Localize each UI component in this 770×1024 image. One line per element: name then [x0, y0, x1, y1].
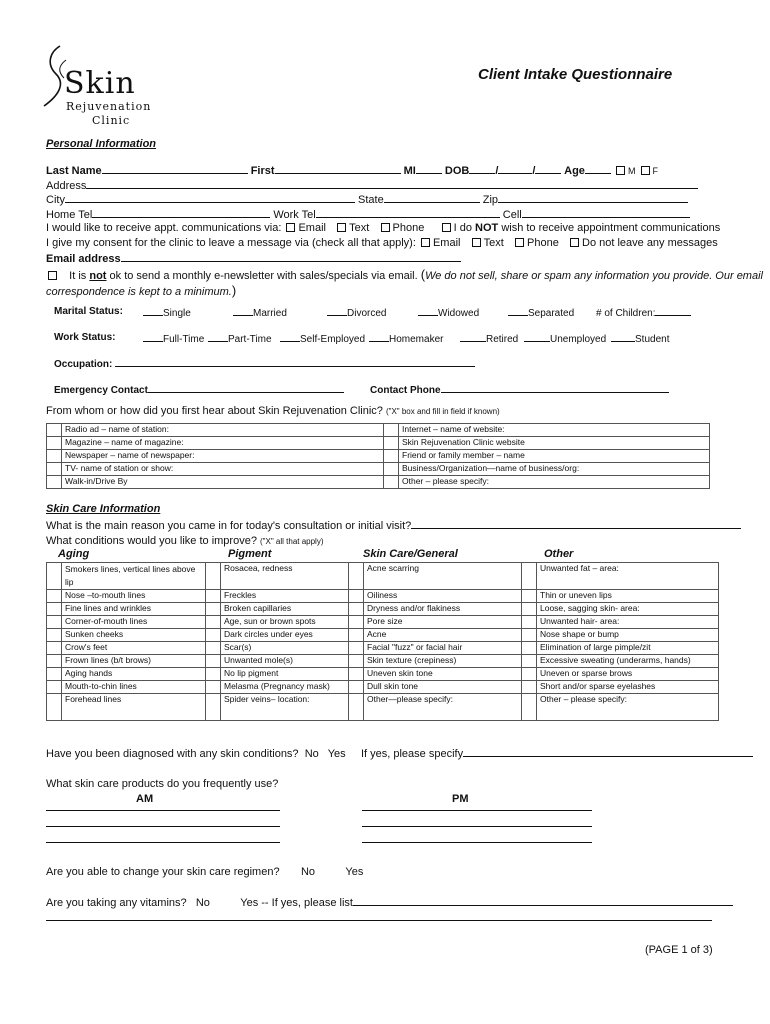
condition-other: Other – please specify:: [537, 694, 719, 721]
dob-year-field[interactable]: [535, 164, 561, 174]
vitamins-yes-label: Yes -- If yes, please list: [240, 897, 353, 909]
condition-aging: Frown lines (b/t brows): [62, 655, 206, 668]
condition-general: Dull skin tone: [364, 681, 522, 694]
city-field[interactable]: [65, 193, 355, 203]
vitamins-row: [46, 896, 733, 909]
condition-checkbox[interactable]: [47, 655, 62, 668]
dob-day-field[interactable]: [498, 164, 532, 174]
newsletter-row: [46, 267, 763, 282]
condition-other: Loose, sagging skin- area:: [537, 603, 719, 616]
address-row: [46, 179, 698, 192]
dob-label: DOB: [444, 165, 470, 177]
male-label: M: [627, 166, 636, 176]
female-checkbox[interactable]: [641, 166, 650, 175]
last-name-field[interactable]: [102, 164, 248, 174]
referral-option: Business/Organization—name of business/org:: [399, 463, 710, 476]
work-retired[interactable]: Retired: [460, 332, 518, 345]
condition-aging: Nose –to-mouth lines: [62, 590, 206, 603]
condition-general: Acne: [364, 629, 522, 642]
emergency-label: Emergency Contact: [54, 385, 148, 396]
referral-option: Friend or family member – name: [399, 450, 710, 463]
reason-row: [46, 519, 741, 532]
marital-married[interactable]: Married: [233, 306, 287, 319]
condition-aging: Aging hands: [62, 668, 206, 681]
referral-checkbox[interactable]: [384, 424, 399, 437]
condition-other: Excessive sweating (underarms, hands): [537, 655, 719, 668]
condition-pigment: No lip pigment: [221, 668, 349, 681]
emergency-field[interactable]: [148, 383, 344, 393]
condition-pigment: Rosacea, redness: [221, 563, 349, 590]
condition-checkbox[interactable]: [206, 616, 221, 629]
zip-field[interactable]: [498, 193, 688, 203]
children-field[interactable]: # of Children:: [596, 306, 691, 319]
work-tel-label: Work Tel: [273, 209, 316, 221]
condition-aging: Fine lines and wrinkles: [62, 603, 206, 616]
newsletter-paren-open: (: [420, 267, 426, 282]
condition-checkbox[interactable]: [47, 681, 62, 694]
newsletter-text-b: ok to send a monthly e-newsletter with sales/specials via email.: [109, 270, 418, 282]
condition-checkbox[interactable]: [47, 590, 62, 603]
state-field[interactable]: [384, 193, 480, 203]
address-label: Address: [46, 180, 87, 192]
heard-question: [46, 405, 500, 417]
logo-name: Skin: [64, 66, 136, 101]
newsletter-text-a: It is: [69, 270, 87, 282]
contact-phone-row: [370, 383, 669, 396]
regimen-yes[interactable]: Yes: [345, 866, 364, 878]
referral-checkbox[interactable]: [47, 424, 62, 437]
referral-option: Skin Rejuvenation Clinic website: [399, 437, 710, 450]
newsletter-paren-close: ): [231, 283, 237, 298]
emergency-row: [54, 383, 344, 396]
referral-option: TV- name of station or show:: [62, 463, 384, 476]
condition-pigment: Spider veins– location:: [221, 694, 349, 721]
work-fulltime[interactable]: Full-Time: [143, 332, 204, 345]
condition-pigment: Broken capillaries: [221, 603, 349, 616]
table-row: [47, 681, 719, 694]
condition-checkbox[interactable]: [349, 616, 364, 629]
consent-none-checkbox[interactable]: [570, 238, 579, 247]
improve-row: [46, 535, 324, 547]
condition-pigment: Dark circles under eyes: [221, 629, 349, 642]
referral-table: [46, 423, 710, 489]
pm-line-3[interactable]: [362, 842, 592, 843]
condition-pigment: Unwanted mole(s): [221, 655, 349, 668]
condition-checkbox[interactable]: [522, 629, 537, 642]
communications-row: [46, 222, 720, 234]
referral-option: Radio ad – name of station:: [62, 424, 384, 437]
referral-option: Newspaper – name of newspaper:: [62, 450, 384, 463]
condition-other: Thin or uneven lips: [537, 590, 719, 603]
male-checkbox[interactable]: [616, 166, 625, 175]
condition-checkbox[interactable]: [349, 563, 364, 590]
comm-prefix: I would like to receive appt. communications via:: [46, 222, 282, 234]
newsletter-text-c: We do not sell, share or spam any information you provide. Our email: [425, 270, 763, 282]
marital-widowed[interactable]: Widowed: [418, 306, 479, 319]
condition-other: Nose shape or bump: [537, 629, 719, 642]
col-general-header: Skin Care/General: [363, 548, 458, 560]
conditions-table: [46, 562, 719, 721]
contact-phone-label: Contact Phone: [370, 385, 441, 396]
personal-heading: Personal Information: [46, 138, 157, 150]
address-field[interactable]: [86, 179, 698, 189]
vitamins-label: Are you taking any vitamins?: [46, 897, 187, 909]
condition-aging: Mouth-to-chin lines: [62, 681, 206, 694]
condition-checkbox[interactable]: [349, 642, 364, 655]
condition-checkbox[interactable]: [47, 616, 62, 629]
condition-checkbox[interactable]: [206, 655, 221, 668]
work-unemployed[interactable]: Unemployed: [524, 332, 606, 345]
heard-label: From whom or how did you first hear about Skin Rejuvenation Clinic?: [46, 405, 383, 417]
marital-divorced[interactable]: Divorced: [327, 306, 386, 319]
table-row: [47, 424, 710, 437]
state-label: State: [358, 194, 384, 206]
condition-checkbox[interactable]: [522, 590, 537, 603]
phone-row: [46, 208, 690, 221]
work-student[interactable]: Student: [611, 332, 669, 345]
cell-label: Cell: [502, 209, 522, 221]
age-field[interactable]: [585, 164, 611, 174]
work-label: Work Status:: [54, 332, 116, 343]
condition-general: Acne scarring: [364, 563, 522, 590]
specify-field[interactable]: [463, 747, 753, 757]
newsletter-text-d: correspondence is kept to a minimum.: [46, 286, 232, 298]
condition-checkbox[interactable]: [522, 603, 537, 616]
condition-general: Facial "fuzz" or facial hair: [364, 642, 522, 655]
vitamins-field[interactable]: [353, 896, 733, 906]
condition-checkbox[interactable]: [522, 694, 537, 721]
city-row: [46, 193, 688, 206]
condition-checkbox[interactable]: [349, 603, 364, 616]
work-tel-field[interactable]: [316, 208, 500, 218]
referral-option: Other – please specify:: [399, 476, 710, 489]
condition-checkbox[interactable]: [47, 642, 62, 655]
am-line-1[interactable]: [46, 810, 280, 811]
condition-checkbox[interactable]: [206, 668, 221, 681]
email-address-label: Email address: [46, 253, 121, 265]
condition-aging: Smokers lines, vertical lines above lip: [62, 563, 206, 590]
condition-other: Unwanted fat – area:: [537, 563, 719, 590]
work-parttime[interactable]: Part-Time: [208, 332, 272, 345]
condition-checkbox[interactable]: [522, 616, 537, 629]
consent-email-checkbox[interactable]: [421, 238, 430, 247]
am-line-2[interactable]: [46, 826, 280, 827]
comm-text-label: Text: [349, 222, 370, 234]
mi-label: MI: [403, 165, 416, 177]
condition-checkbox[interactable]: [522, 681, 537, 694]
table-row: [47, 437, 710, 450]
newsletter-checkbox[interactable]: [48, 271, 57, 280]
referral-option: Magazine – name of magazine:: [62, 437, 384, 450]
condition-other: Short and/or sparse eyelashes: [537, 681, 719, 694]
condition-checkbox[interactable]: [47, 694, 62, 721]
comm-phone-label: Phone: [392, 222, 425, 234]
logo-line2: Clinic: [92, 114, 131, 127]
table-row: [47, 642, 719, 655]
condition-other: Unwanted hair- area:: [537, 616, 719, 629]
improve-note: ("X" all that apply): [260, 537, 324, 546]
condition-aging: Corner-of-mouth lines: [62, 616, 206, 629]
comm-phone-checkbox[interactable]: [381, 223, 390, 232]
referral-option: Internet – name of website:: [399, 424, 710, 437]
consent-none-label: Do not leave any messages: [582, 237, 718, 249]
diagnosed-label: Have you been diagnosed with any skin conditions?: [46, 748, 299, 760]
consent-text-checkbox[interactable]: [472, 238, 481, 247]
referral-checkbox[interactable]: [47, 450, 62, 463]
referral-option: Walk-in/Drive By: [62, 476, 384, 489]
last-name-label: Last Name: [46, 165, 102, 177]
condition-checkbox[interactable]: [206, 603, 221, 616]
condition-checkbox[interactable]: [47, 563, 62, 590]
condition-checkbox[interactable]: [522, 563, 537, 590]
condition-pigment: Age, sun or brown spots: [221, 616, 349, 629]
condition-pigment: Melasma (Pregnancy mask): [221, 681, 349, 694]
condition-aging: Sunken cheeks: [62, 629, 206, 642]
condition-checkbox[interactable]: [206, 590, 221, 603]
vitamins-line-2[interactable]: [46, 920, 712, 921]
newsletter-row-2: [46, 283, 236, 298]
not-word: NOT: [475, 222, 499, 234]
first-name-label: First: [250, 165, 275, 177]
pm-line-1[interactable]: [362, 810, 592, 811]
condition-general: Dryness and/or flakiness: [364, 603, 522, 616]
condition-pigment: Scar(s): [221, 642, 349, 655]
table-row: [47, 476, 710, 489]
table-row: [47, 603, 719, 616]
condition-checkbox[interactable]: [206, 694, 221, 721]
comm-none-checkbox[interactable]: [442, 223, 451, 232]
condition-aging: Forehead lines: [62, 694, 206, 721]
condition-general: Oiliness: [364, 590, 522, 603]
occupation-row: [54, 357, 475, 370]
email-address-field[interactable]: [121, 252, 461, 262]
name-row: Last Name First MI DOB / / Age M F: [46, 165, 659, 177]
heard-note: ("X" box and fill in field if known): [385, 407, 500, 416]
age-label: Age: [564, 165, 585, 177]
condition-checkbox[interactable]: [206, 629, 221, 642]
not-suffix: wish to receive appointment communications: [501, 222, 721, 234]
col-other-header: Other: [544, 548, 574, 560]
comm-email-checkbox[interactable]: [286, 223, 295, 232]
marital-label: Marital Status:: [54, 306, 123, 317]
condition-checkbox[interactable]: [47, 603, 62, 616]
newsletter-not: not: [89, 270, 107, 282]
pm-line-2[interactable]: [362, 826, 592, 827]
condition-other: Elimination of large pimple/zit: [537, 642, 719, 655]
condition-checkbox[interactable]: [206, 563, 221, 590]
specify-label: If yes, please specify: [360, 748, 464, 760]
consent-phone-checkbox[interactable]: [515, 238, 524, 247]
table-row: [47, 590, 719, 603]
table-row: [47, 463, 710, 476]
consent-phone-label: Phone: [527, 237, 559, 249]
condition-checkbox[interactable]: [349, 629, 364, 642]
table-row: [47, 694, 719, 721]
referral-checkbox[interactable]: [47, 476, 62, 489]
vitamins-no[interactable]: No: [195, 897, 210, 909]
condition-aging: Crow's feet: [62, 642, 206, 655]
home-tel-label: Home Tel: [46, 209, 93, 221]
condition-checkbox[interactable]: [47, 668, 62, 681]
improve-label: What conditions would you like to improve?: [46, 535, 257, 547]
dob-month-field[interactable]: [469, 164, 495, 174]
work-homemaker[interactable]: Homemaker: [369, 332, 443, 345]
not-prefix: I do: [453, 222, 472, 234]
table-row: [47, 629, 719, 642]
regimen-row: [46, 866, 363, 878]
cell-field[interactable]: [522, 208, 690, 218]
table-row: [47, 668, 719, 681]
comm-email-label: Email: [298, 222, 326, 234]
consent-label: I give my consent for the clinic to leave a message via (check all that apply):: [46, 237, 416, 249]
female-label: F: [652, 166, 659, 176]
condition-checkbox[interactable]: [349, 655, 364, 668]
occupation-field[interactable]: [115, 357, 475, 367]
condition-checkbox[interactable]: [349, 681, 364, 694]
condition-checkbox[interactable]: [349, 668, 364, 681]
contact-phone-field[interactable]: [441, 383, 669, 393]
condition-checkbox[interactable]: [522, 668, 537, 681]
city-label: City: [46, 194, 65, 206]
condition-general: Other—please specify:: [364, 694, 522, 721]
condition-checkbox[interactable]: [206, 642, 221, 655]
condition-checkbox[interactable]: [522, 655, 537, 668]
home-tel-field[interactable]: [92, 208, 270, 218]
table-row: [47, 655, 719, 668]
marital-separated[interactable]: Separated: [508, 306, 574, 319]
logo-line1: Rejuvenation: [66, 100, 152, 113]
products-label: What skin care products do you frequently use?: [46, 778, 279, 790]
condition-checkbox[interactable]: [522, 642, 537, 655]
referral-checkbox[interactable]: [47, 437, 62, 450]
diagnosed-no[interactable]: No: [304, 748, 319, 760]
condition-general: Uneven skin tone: [364, 668, 522, 681]
table-row: [47, 563, 719, 590]
referral-checkbox[interactable]: [384, 476, 399, 489]
marital-single[interactable]: Single: [143, 306, 191, 319]
regimen-label: Are you able to change your skin care regimen?: [46, 866, 280, 878]
reason-label: What is the main reason you came in for today's consultation or initial visit?: [46, 520, 412, 532]
comm-text-checkbox[interactable]: [337, 223, 346, 232]
first-name-field[interactable]: [275, 164, 401, 174]
condition-checkbox[interactable]: [206, 681, 221, 694]
diagnosed-row: [46, 747, 753, 760]
occupation-label: Occupation:: [54, 359, 113, 370]
page-number: (PAGE 1 of 3): [645, 944, 713, 956]
consent-text-label: Text: [483, 237, 504, 249]
condition-other: Uneven or sparse brows: [537, 668, 719, 681]
diagnosed-yes[interactable]: Yes: [327, 748, 346, 760]
reason-field[interactable]: [411, 519, 741, 529]
condition-general: Skin texture (crepiness): [364, 655, 522, 668]
condition-general: Pore size: [364, 616, 522, 629]
referral-checkbox[interactable]: [384, 450, 399, 463]
regimen-no[interactable]: No: [300, 866, 316, 878]
table-row: [47, 450, 710, 463]
col-pigment-header: Pigment: [228, 548, 272, 560]
am-line-3[interactable]: [46, 842, 280, 843]
referral-checkbox[interactable]: [384, 463, 399, 476]
clinic-logo: [36, 42, 166, 132]
consent-row: [46, 237, 718, 249]
zip-label: Zip: [482, 194, 499, 206]
mi-field[interactable]: [416, 164, 442, 174]
consent-email-label: Email: [432, 237, 461, 249]
condition-checkbox[interactable]: [349, 590, 364, 603]
skin-heading: Skin Care Information: [46, 503, 161, 515]
condition-checkbox[interactable]: [349, 694, 364, 721]
condition-checkbox[interactable]: [47, 629, 62, 642]
page-title: Client Intake Questionnaire: [478, 66, 673, 83]
work-selfemployed[interactable]: Self-Employed: [280, 332, 365, 345]
am-label: AM: [136, 793, 154, 805]
table-row: [47, 616, 719, 629]
referral-checkbox[interactable]: [384, 437, 399, 450]
condition-pigment: Freckles: [221, 590, 349, 603]
referral-checkbox[interactable]: [47, 463, 62, 476]
pm-label: PM: [452, 793, 469, 805]
email-row: [46, 252, 461, 265]
col-aging-header: Aging: [58, 548, 90, 560]
